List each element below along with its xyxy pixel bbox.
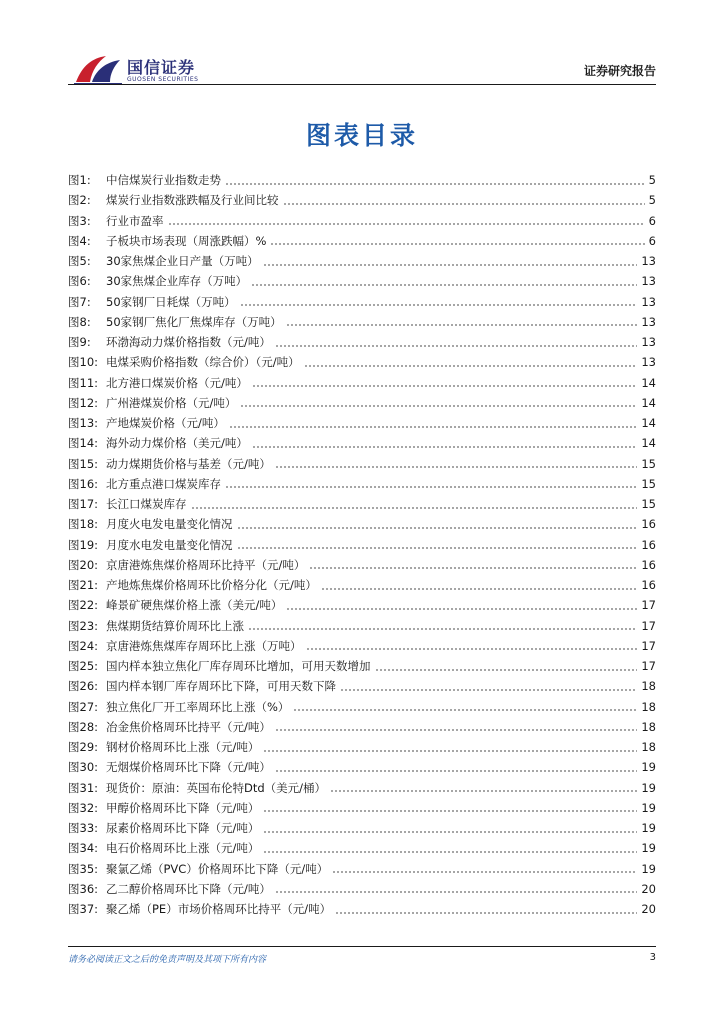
toc-item-page: 18 — [641, 699, 656, 714]
toc-item-label: 图24: — [68, 638, 99, 653]
toc-title: 图表目录 — [305, 121, 418, 150]
toc-item[interactable] — [68, 676, 656, 696]
toc-item-text: 50家钢厂焦化厂焦煤库存（万吨） — [106, 314, 282, 329]
toc-item[interactable] — [68, 170, 656, 190]
toc-item[interactable] — [68, 373, 656, 393]
toc-item-text: 聚氯乙烯（PVC）价格周环比下降（元/吨） — [106, 861, 329, 876]
toc-item-label: 图11: — [68, 375, 99, 390]
toc-item-page: 18 — [641, 679, 656, 694]
toc-item-text: 聚乙烯（PE）市场价格周环比持平（元/吨） — [106, 902, 332, 917]
toc-item-page: 6 — [648, 233, 656, 248]
toc-item-label: 图1: — [68, 173, 91, 188]
toc-item-text: 子板块市场表现（周涨跌幅）% — [106, 233, 267, 248]
toc-item[interactable] — [68, 433, 656, 453]
toc-item-label: 图5: — [68, 254, 91, 269]
toc-item-label: 图13: — [68, 416, 99, 431]
toc-item-page: 13 — [641, 335, 656, 350]
toc-leader-dots — [237, 527, 638, 529]
toc-item-page: 16 — [641, 537, 656, 552]
toc-item-text: 甲醇价格周环比下降（元/吨） — [106, 800, 260, 815]
toc-item[interactable] — [68, 271, 656, 291]
toc-item-page: 14 — [641, 436, 656, 451]
page-number: 3 — [649, 952, 656, 963]
toc-item-label: 图12: — [68, 395, 99, 410]
toc-item[interactable] — [68, 474, 656, 494]
toc-leader-dots — [330, 790, 637, 792]
toc-item-label: 图2: — [68, 193, 91, 208]
toc-item-text: 海外动力煤价格（美元/吨） — [106, 436, 248, 451]
toc-leader-dots — [263, 831, 637, 833]
toc-item-label: 图18: — [68, 517, 99, 532]
toc-item-page: 14 — [641, 375, 656, 390]
toc-item[interactable] — [68, 393, 656, 413]
toc-item[interactable] — [68, 879, 656, 899]
toc-item-text: 电石价格周环比上涨（元/吨） — [106, 841, 260, 856]
toc-item-page: 19 — [641, 800, 656, 815]
toc-item-page: 19 — [641, 821, 656, 836]
toc-leader-dots — [263, 264, 638, 266]
toc-leader-dots — [332, 871, 637, 873]
toc-leader-dots — [263, 750, 637, 752]
toc-item[interactable] — [68, 251, 656, 271]
toc-item-text: 动力煤期货价格与基差（元/吨） — [106, 456, 271, 471]
toc-item-label: 图8: — [68, 314, 91, 329]
toc-item-label: 图26: — [68, 679, 99, 694]
toc-leader-dots — [306, 648, 638, 650]
toc-item-text: 焦煤期货结算价周环比上涨 — [106, 618, 244, 633]
toc-item-text: 京唐港炼焦煤库存周环比上涨（万吨） — [106, 638, 302, 653]
toc-item-page: 19 — [641, 760, 656, 775]
toc-leader-dots — [275, 466, 637, 468]
toc-leader-dots — [275, 891, 637, 893]
toc-leader-dots — [304, 365, 638, 367]
toc-item[interactable] — [68, 535, 656, 555]
toc-item[interactable] — [68, 717, 656, 737]
toc-item-text: 广州港煤炭价格（元/吨） — [106, 395, 237, 410]
toc-item[interactable] — [68, 656, 656, 676]
toc-item-text: 冶金焦价格周环比持平（元/吨） — [106, 719, 271, 734]
toc-item-page: 15 — [641, 476, 656, 491]
toc-item[interactable] — [68, 332, 656, 352]
toc-item-page: 19 — [641, 780, 656, 795]
toc-leader-dots — [240, 304, 638, 306]
toc-item-page: 5 — [648, 173, 656, 188]
toc-item-page: 13 — [641, 274, 656, 289]
toc-item-page: 16 — [641, 517, 656, 532]
toc-item-text: 国内样本独立焦化厂库存周环比增加，可用天数增加 — [106, 659, 371, 674]
toc-leader-dots — [248, 628, 637, 630]
toc-leader-dots — [240, 405, 637, 407]
toc-item-text: 电煤采购价格指数（综合价）（元/吨） — [106, 355, 300, 370]
toc-item-label: 图9: — [68, 335, 91, 350]
toc-item-text: 中信煤炭行业指数走势 — [106, 173, 221, 188]
toc-item-text: 50家钢厂日耗煤（万吨） — [106, 294, 236, 309]
toc-leader-dots — [229, 426, 637, 428]
toc-leader-dots — [275, 345, 637, 347]
toc-leader-dots — [340, 689, 637, 691]
toc-item-label: 图34: — [68, 841, 99, 856]
page-header — [0, 0, 724, 90]
toc-leader-dots — [225, 486, 637, 488]
toc-leader-dots — [286, 324, 638, 326]
toc-leader-dots — [275, 770, 637, 772]
toc-item-page: 19 — [641, 861, 656, 876]
toc-leader-dots — [225, 183, 645, 185]
toc-item-text: 峰景矿硬焦煤价格上涨（美元/吨） — [106, 598, 283, 613]
toc-leader-dots — [168, 223, 645, 225]
toc-leader-dots — [191, 507, 638, 509]
toc-item-page: 20 — [641, 902, 656, 917]
toc-item-label: 图30: — [68, 760, 99, 775]
toc-item-page: 14 — [641, 416, 656, 431]
toc-item-label: 图3: — [68, 213, 91, 228]
toc-item-label: 图4: — [68, 233, 91, 248]
guosen-logo-icon — [72, 52, 124, 86]
toc-leader-dots — [270, 243, 644, 245]
toc-item[interactable] — [68, 616, 656, 636]
footer-disclaimer[interactable]: 请务必阅读正文之后的免责声明及其项下所有内容 — [68, 955, 267, 965]
toc-item-page: 20 — [641, 881, 656, 896]
toc-item-text: 北方港口煤炭价格（元/吨） — [106, 375, 248, 390]
toc-item[interactable] — [68, 737, 656, 757]
toc-leader-dots — [263, 810, 637, 812]
toc-item-page: 17 — [641, 638, 656, 653]
toc-item-page: 17 — [641, 659, 656, 674]
footer-divider — [68, 946, 656, 947]
toc-leader-dots — [251, 284, 637, 286]
toc-leader-dots — [275, 729, 637, 731]
toc-item-label: 图36: — [68, 881, 99, 896]
toc-leader-dots — [375, 669, 638, 671]
toc-item[interactable] — [68, 838, 656, 858]
toc-item-text: 现货价：原油：英国布伦特Dtd（美元/桶） — [106, 780, 327, 795]
toc-item[interactable] — [68, 697, 656, 717]
toc-item-label: 图27: — [68, 699, 99, 714]
toc-item-text: 钢材价格周环比上涨（元/吨） — [106, 740, 260, 755]
toc-item-label: 图28: — [68, 719, 99, 734]
toc-item[interactable] — [68, 312, 656, 332]
toc-item-text: 京唐港炼焦煤价格周环比持平（元/吨） — [106, 557, 306, 572]
toc-item-label: 图33: — [68, 821, 99, 836]
toc-item-page: 19 — [641, 841, 656, 856]
guosen-logo — [72, 52, 262, 88]
toc-item-page: 18 — [641, 719, 656, 734]
toc-item-label: 图19: — [68, 537, 99, 552]
toc-leader-dots — [283, 203, 645, 205]
toc-item-page: 14 — [641, 395, 656, 410]
toc-item-text: 国内样本钢厂库存周环比下降，可用天数下降 — [106, 679, 336, 694]
report-type-label: 证券研究报告 — [583, 64, 656, 78]
toc-item[interactable] — [68, 757, 656, 777]
toc-item[interactable] — [68, 636, 656, 656]
toc-item-text: 无烟煤价格周环比下降（元/吨） — [106, 760, 271, 775]
toc-item[interactable] — [68, 352, 656, 372]
toc-item-label: 图14: — [68, 436, 99, 451]
logo-chinese-name: 国信证券 — [127, 58, 196, 77]
toc-item-page: 13 — [641, 294, 656, 309]
toc-item-label: 图20: — [68, 557, 99, 572]
toc-item-label: 图31: — [68, 780, 99, 795]
toc-leader-dots — [321, 588, 637, 590]
toc-item-label: 图23: — [68, 618, 99, 633]
toc-item-text: 月度火电发电量变化情况 — [106, 517, 233, 532]
toc-item-page: 13 — [641, 254, 656, 269]
toc-item[interactable] — [68, 555, 656, 575]
toc-item-page: 6 — [648, 213, 656, 228]
toc-item[interactable] — [68, 859, 656, 879]
toc-item[interactable] — [68, 514, 656, 534]
toc-item[interactable] — [68, 575, 656, 595]
toc-item-page: 18 — [641, 740, 656, 755]
toc-item-text: 30家焦煤企业库存（万吨） — [106, 274, 248, 289]
toc-item-label: 图7: — [68, 294, 91, 309]
toc-item-page: 15 — [641, 497, 656, 512]
toc-item-label: 图37: — [68, 902, 99, 917]
toc-item-label: 图6: — [68, 274, 91, 289]
toc-item-page: 16 — [641, 557, 656, 572]
toc-item-page: 5 — [648, 193, 656, 208]
toc-item-label: 图35: — [68, 861, 99, 876]
header-divider — [68, 84, 656, 85]
toc-item-text: 30家焦煤企业日产量（万吨） — [106, 254, 259, 269]
toc-item-page: 17 — [641, 598, 656, 613]
toc-item-label: 图10: — [68, 355, 99, 370]
toc-item-label: 图15: — [68, 456, 99, 471]
toc-item-label: 图25: — [68, 659, 99, 674]
toc-item[interactable] — [68, 899, 656, 919]
toc-item-text: 尿素价格周环比下降（元/吨） — [106, 821, 260, 836]
toc-item[interactable] — [68, 818, 656, 838]
toc-leader-dots — [237, 547, 638, 549]
toc-item[interactable] — [68, 190, 656, 210]
toc-item[interactable] — [68, 231, 656, 251]
toc-item-label: 图32: — [68, 800, 99, 815]
toc-item-text: 独立焦化厂开工率周环比上涨（%） — [106, 699, 290, 714]
toc-item-text: 产地炼焦煤价格周环比价格分化（元/吨） — [106, 578, 317, 593]
toc-leader-dots — [252, 446, 637, 448]
toc-item-text: 乙二醇价格周环比下降（元/吨） — [106, 881, 271, 896]
toc-item-text: 行业市盈率 — [106, 213, 164, 228]
toc-item[interactable] — [68, 798, 656, 818]
toc-item-text: 煤炭行业指数涨跌幅及行业间比较 — [106, 193, 279, 208]
toc-item-text: 月度水电发电量变化情况 — [106, 537, 233, 552]
toc-item-label: 图29: — [68, 740, 99, 755]
toc-leader-dots — [309, 567, 637, 569]
toc-item[interactable] — [68, 454, 656, 474]
toc-item[interactable] — [68, 595, 656, 615]
toc-item-label: 图21: — [68, 578, 99, 593]
toc-item-text: 产地煤炭价格（元/吨） — [106, 416, 225, 431]
toc-item[interactable] — [68, 494, 656, 514]
toc-item-page: 17 — [641, 618, 656, 633]
toc-item-label: 图22: — [68, 598, 99, 613]
toc-leader-dots — [286, 608, 637, 610]
toc-leader-dots — [252, 385, 637, 387]
toc-item[interactable] — [68, 413, 656, 433]
toc-leader-dots — [335, 912, 637, 914]
toc-item-page: 16 — [641, 578, 656, 593]
toc-item[interactable] — [68, 778, 656, 798]
toc-item-label: 图17: — [68, 497, 99, 512]
toc-leader-dots — [293, 709, 637, 711]
toc-item-page: 13 — [641, 314, 656, 329]
toc-item-text: 长江口煤炭库存 — [106, 497, 187, 512]
toc-item-text: 北方重点港口煤炭库存 — [106, 476, 221, 491]
toc-item-text: 环渤海动力煤价格指数（元/吨） — [106, 335, 271, 350]
toc-item-page: 15 — [641, 456, 656, 471]
toc-item-page: 13 — [641, 355, 656, 370]
logo-english-name: GUOSEN SECURITIES — [127, 76, 199, 83]
toc-leader-dots — [263, 851, 637, 853]
toc-item[interactable] — [68, 292, 656, 312]
toc-item-label: 图16: — [68, 476, 99, 491]
toc-list — [68, 170, 656, 919]
toc-item[interactable] — [68, 211, 656, 231]
